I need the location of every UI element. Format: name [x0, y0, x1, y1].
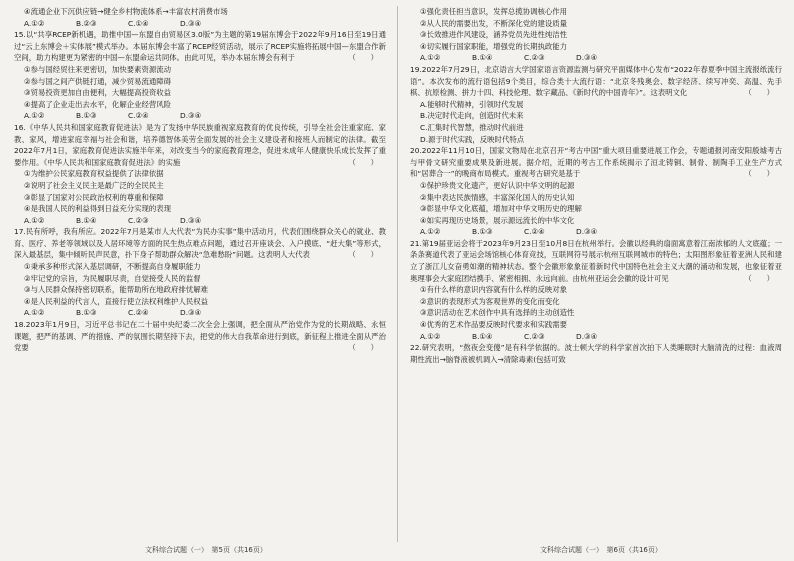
choice-c: C.②④ [128, 111, 149, 121]
choice-b: B.①③ [76, 308, 97, 318]
choice-d: D.③④ [180, 18, 202, 28]
q19-option: C.汇集时代智慧，推动时代前进 [420, 122, 524, 132]
right-page [410, 6, 782, 365]
q17-stem: 17.民有所呼，我有所应。2022年7月是某市人大代表“为民办实事”集中活动月，代表们围绕群众关心的就业、教育、医疗、养老等领域以及人居环境等方面的民生热点难点问题，通过召开座谈会、入户摸底、“赶大集”等形式，深入最基层，集中倾听民声民意，扑下身子帮助群众解决“急难愁盼”问题。这表明人大代表 （ ） [14, 227, 386, 260]
left-page [14, 6, 386, 354]
answer-paren: （ ） [348, 157, 378, 167]
choice-d: D.③④ [576, 227, 598, 237]
q20-option: ③彰显中华文化底蕴，增加对中华文明历史的理解 [420, 204, 582, 214]
answer-paren: （ ） [348, 343, 378, 353]
q17-choices [14, 307, 386, 319]
q18-choices [410, 52, 782, 64]
page-divider [397, 6, 398, 542]
choice-d: D.③④ [180, 308, 202, 318]
q15-choices [14, 110, 386, 122]
q16-stem: 16.《中华人民共和国家庭教育促进法》是为了发扬中华民族重视家庭教育的优良传统，引导全社会注重家庭、家教、家风，增进家庭幸福与社会和谐，培养德智体美劳全面发展的社会主义建设者和接班人而制定的法律。截至2022年7月1日，家庭教育促进法实施半年来，对改变当今的家庭教育理念，促进未成年人健康快乐成长发挥了重要作用。《中华人民共和国家庭教育促进法》的实施 （ ） [14, 122, 386, 167]
choice-c: C.②③ [524, 53, 545, 63]
choice-b: B.①③ [76, 111, 97, 121]
q19-option: D.源于时代实践，反映时代特点 [420, 134, 525, 144]
q19-option: A.能够时代精神，引领时代发展 [420, 99, 524, 109]
choice-a: A.①② [420, 227, 441, 237]
choice-d: D.③④ [180, 111, 202, 121]
choice-a: A.①② [420, 331, 441, 341]
q21-option: ②意识的表现形式为客观世界的变化而变化 [420, 296, 560, 306]
q21-option: ①有什么样的意识内容就有什么样的反映对象 [420, 285, 568, 295]
answer-paren: （ ） [744, 88, 774, 98]
choice-b: B.①④ [76, 215, 97, 225]
choice-b: B.①③ [472, 227, 493, 237]
q20-stem: 20.2022年11月10日，国家文物局在北京召开“考古中国”重大项目重要进展工作会，专题通报河南安阳殷墟考古与甲骨文研究重要成果及新进展。据介绍，近期的考古工作系统揭示了洹北铸铜、制骨、制陶手工业生产方式和“居葬合一”的晚商布局模式。重视考古研究是基于 （ ） [410, 146, 782, 179]
q15-option: ④提高了企业走出去水平，化解企业经营风险 [24, 99, 172, 109]
choice-b: B.①④ [472, 53, 493, 63]
page-footer-right: 文科综合试题（一） 第6页（共16页） [540, 546, 662, 554]
q18-stem: 18.2023年1月9日，习近平总书记在二十届中央纪委二次全会上强调，把全面从严治党作为党的长期战略、永恒课题，把严的基调、严的措施、严的氛围长期坚持下去，把党的伟大自我革命进行到底，新征程上推进全面从严治党要 （ ） [14, 320, 386, 353]
q19-option: B.决定时代走向，创造时代未来 [420, 111, 524, 121]
q16-option: ③彰显了国家对公民政治权利的尊重和保障 [24, 192, 164, 202]
q15-option: ①参与国经贸往来更密切，加快要素资源流动 [24, 64, 172, 74]
q17-option: ①秉承多种形式深入基层调研，不断提高自身履职能力 [24, 262, 201, 272]
choice-d: D.③④ [576, 331, 598, 341]
q18-option: ②从人民的需要出发，不断深化党的建设质量 [420, 18, 568, 28]
choice-c: C.②③ [524, 331, 545, 341]
q20-option: ①保护珍贵文化遗产，更好认识中华文明的起源 [420, 180, 575, 190]
choice-a: A.①② [24, 18, 45, 28]
q21-choices [410, 331, 782, 343]
choice-c: C.①④ [128, 18, 149, 28]
answer-paren: （ ） [348, 53, 378, 63]
q20-option: ②集中表达民族情感，丰富深化国人的历史认知 [420, 192, 575, 202]
choice-c: C.②③ [128, 215, 149, 225]
choice-c: C.②④ [524, 227, 545, 237]
page-footer-left: 文科综合试题（一） 第5页（共16页） [145, 546, 267, 554]
q20-choices [410, 226, 782, 238]
q20-option: ④如实再现历史场景，展示源远流长的中华文化 [420, 215, 575, 225]
choice-c: C.②④ [128, 308, 149, 318]
choice-d: D.③④ [180, 215, 202, 225]
q19-stem: 19.2022年7月29日，北京语言大学国家语言资源监测与研究平面媒体中心发布“2022年春夏季中国主流报纸流行语”。本次发布的流行语包括9个类目，综合类十大流行语：“北京冬残奥会、数字经济、续写冲奕、高温、先手棋、抗原检测、拼力十四、科技伦理、数字藏品、《新时代的中国青年》”。这表明文化 （ ） [410, 64, 782, 98]
choice-d: D.③④ [576, 53, 598, 63]
q14-choices [14, 18, 386, 30]
q21-option: ③意识活动在艺术创作中具有选择的主动创造性 [420, 308, 575, 318]
q17-option: ②牢记党的宗旨，为民履职尽责，自觉接受人民的监督 [24, 273, 201, 283]
choice-a: A.①② [24, 111, 45, 121]
q17-option: ③与人民群众保持密切联系，能帮助所在地政府排忧解难 [24, 285, 209, 295]
q16-choices [14, 215, 386, 227]
q17-option: ④是人民利益的代言人，直接行使立法权利维护人民权益 [24, 296, 209, 306]
q18-option: ①强化责任担当意识，发挥总揽协调核心作用 [420, 7, 568, 16]
answer-paren: （ ） [348, 250, 378, 260]
q16-option: ④是我国人民的利益得到日益充分实现的表现 [24, 204, 172, 214]
q16-option: ②说明了社会主义民主是最广泛的全民民主 [24, 180, 164, 190]
q15-stem: 15.以“共享RCEP新机遇，助推中国—东盟自由贸易区3.0版”为主题的第19届东博会于2022年9月16日至19日通过“云上东博会＋实体展”模式举办。本届东博会丰富了RCEP经贸活动，展示了RCEP实施将拓展中国—东盟合作新空间，助力构建更为紧密的中国—东盟命运共同体。由此可见，举办本届东博会有利于 （ ） [14, 30, 386, 63]
q21-stem: 21.第19届亚运会将于2023年9月23日至10月8日在杭州举行。会徽以经典的扇面寓意着江南浓郁的人文底蕴；一条条赛道代表了亚运会场馆核心体育竞技，互联网符号展示杭州互联网城市的特色；太阳图形象征着亚洲人民和建立了浙江儿女奋勇如潮的精神状态。整个会徽形象象征着新时代中国特色社会主义大潮的涌动和发展，也象征着亚奥理事会大家庭团结携手、紧密相拥、永远向前。由杭州亚运会会徽的设计可见 （ ） [410, 238, 782, 283]
choice-a: A.①② [24, 308, 45, 318]
q18-option: ③长效推进作风建设，涵养党员先进性纯洁性 [420, 30, 568, 40]
q22-stem: 22.研究表明，“熬夜会变傻”是有科学依据的。波士顿大学的科学家首次拍下人类睡眠时大脑清洗的过程：血液周期性流出→脑脊液被机调入→清除毒素(包括可致 [410, 343, 782, 364]
answer-paren: （ ） [744, 169, 774, 179]
q18-option: ④切实履行国家职能，增强党的长期执政能力 [420, 41, 568, 51]
q14-option-4: ④流通企业下沉供应链→健全乡村物流体系→丰富农村消费市场 [24, 7, 228, 16]
q15-option: ②参与国之间产供链打通，减少贸易流通障碍 [24, 76, 172, 86]
q16-option: ①为维护公民家庭教育权益提供了法律依据 [24, 169, 164, 179]
q15-option: ③贸易投资更加自由便利，大幅提高投资收益 [24, 88, 172, 98]
choice-b: B.②③ [76, 18, 97, 28]
q21-option: ④优秀的艺术作品要反映时代要求和实践需要 [420, 320, 568, 330]
answer-paren: （ ） [744, 273, 774, 283]
choice-a: A.①② [24, 215, 45, 225]
choice-a: A.①② [420, 53, 441, 63]
choice-b: B.①④ [472, 331, 493, 341]
